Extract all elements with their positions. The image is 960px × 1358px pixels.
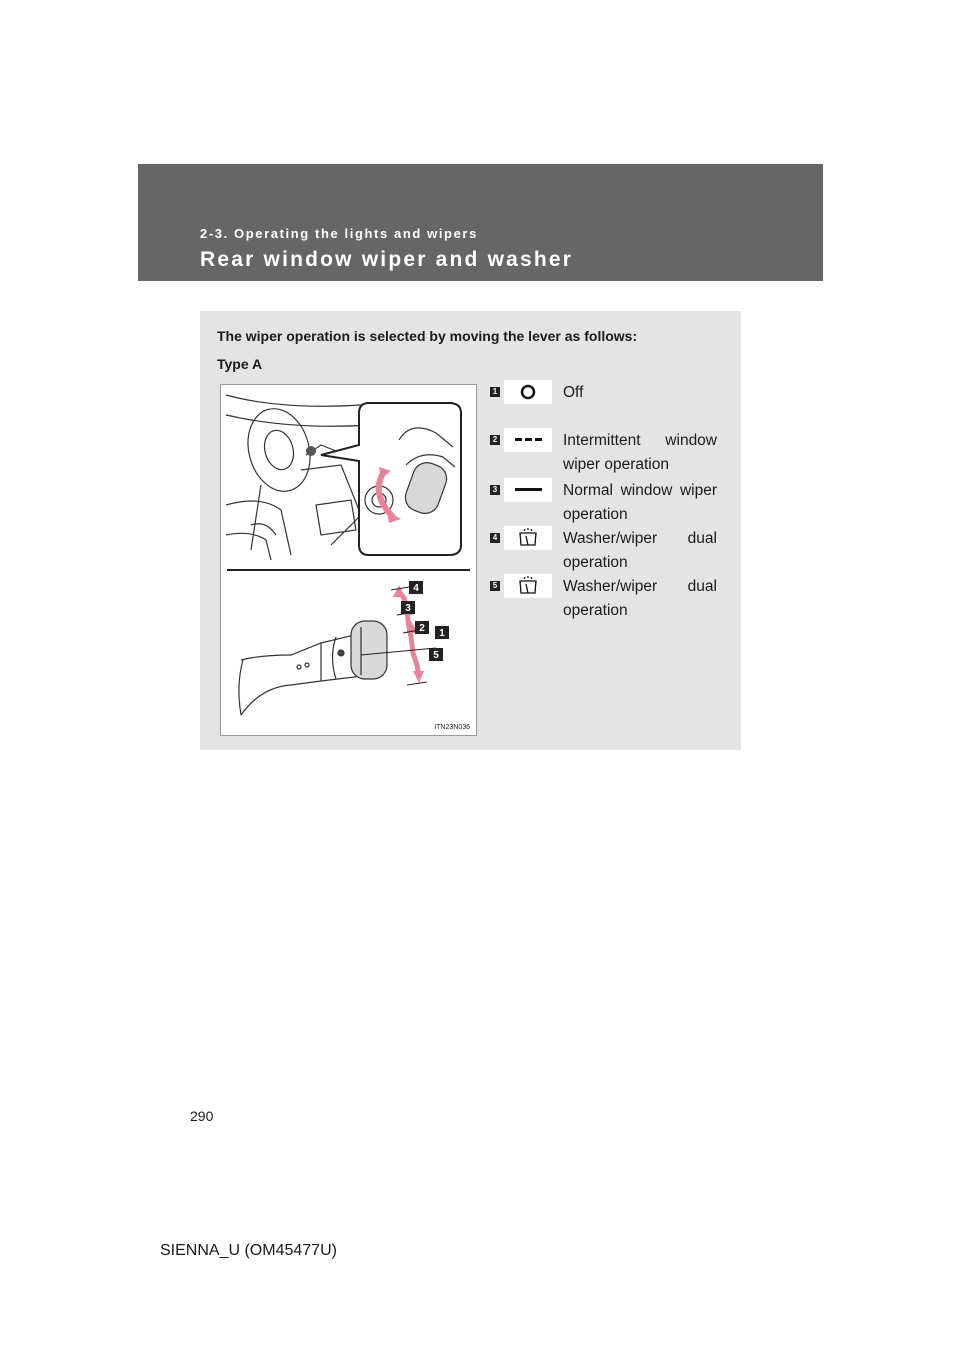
item-text: Washer/wiper dual operation bbox=[563, 578, 717, 619]
callout-4: 4 bbox=[413, 583, 419, 594]
lever-location-dot bbox=[306, 446, 316, 456]
info-panel bbox=[200, 311, 741, 750]
continuous-bar-icon bbox=[504, 478, 552, 502]
wiper-lever-illustration bbox=[220, 384, 477, 736]
figure-id: ITN23N036 bbox=[434, 724, 470, 731]
off-circle-icon bbox=[504, 380, 552, 404]
item-number: 4 bbox=[490, 533, 500, 543]
callout-1: 1 bbox=[439, 628, 445, 639]
list-item bbox=[490, 526, 720, 574]
manual-code: SIENNA_U (OM45477U) bbox=[160, 1242, 337, 1259]
callout-2: 2 bbox=[419, 623, 425, 634]
rear-washer-icon bbox=[504, 574, 552, 598]
page-title: Rear window wiper and washer bbox=[200, 248, 574, 271]
page-number: 290 bbox=[190, 1108, 214, 1124]
type-label: Type A bbox=[217, 356, 263, 372]
wiper-lever bbox=[239, 621, 387, 715]
item-text: Normal window wiper operation bbox=[563, 482, 717, 523]
intro-text: The wiper operation is selected by moving the lever as follows: bbox=[217, 328, 638, 344]
item-number: 2 bbox=[490, 435, 500, 445]
list-item bbox=[490, 428, 720, 478]
item-number: 1 bbox=[490, 387, 500, 397]
wiper-position-list bbox=[490, 380, 720, 622]
item-text: Intermittent window wiper operation bbox=[563, 432, 717, 473]
item-text: Off bbox=[563, 384, 584, 401]
intermittent-dashes-icon bbox=[504, 428, 552, 452]
list-item bbox=[490, 380, 720, 428]
chapter-header bbox=[138, 164, 823, 281]
rear-washer-icon bbox=[504, 526, 552, 550]
illustration-svg bbox=[221, 385, 476, 735]
item-text: Washer/wiper dual operation bbox=[563, 530, 717, 571]
item-number: 3 bbox=[490, 485, 500, 495]
list-item bbox=[490, 574, 720, 622]
callout-3: 3 bbox=[405, 603, 411, 614]
callout-5: 5 bbox=[433, 650, 439, 661]
list-item bbox=[490, 478, 720, 526]
item-number: 5 bbox=[490, 581, 500, 591]
section-heading: 2-3. Operating the lights and wipers bbox=[200, 226, 478, 241]
